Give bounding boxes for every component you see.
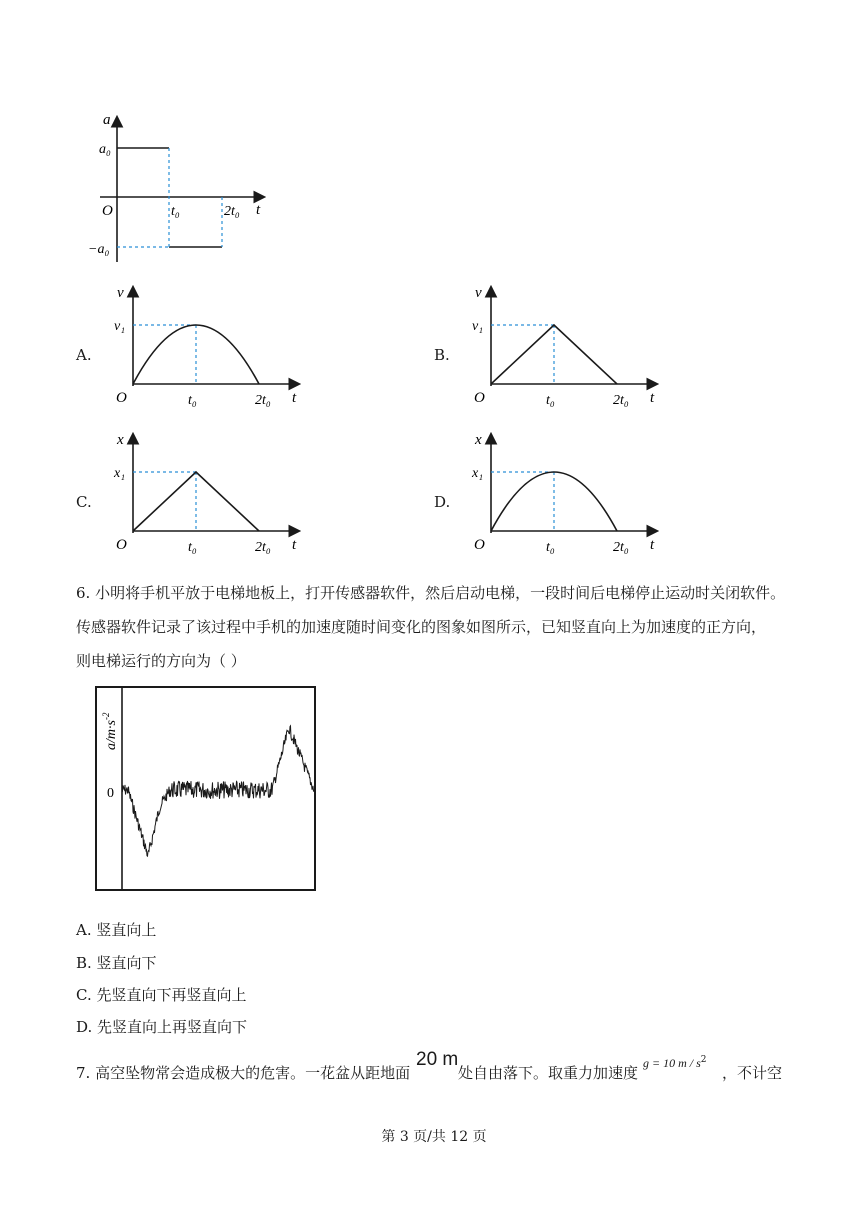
y-axis-label: v [117,285,124,301]
q6-line1: 6. 小明将手机平放于电梯地板上，打开传感器软件，然后启动电梯，一段时间后电梯停止运动时关闭软件。 [76,584,786,602]
q6-line2: 传感器软件记录了该过程中手机的加速度随时间变化的图象如图所示，已知竖直向上为加速度的正方向， [76,618,767,636]
origin-label: O [474,390,485,406]
q7-height: 20 m [416,1049,459,1070]
option-b-letter[interactable]: B. [434,346,450,364]
curve [133,325,259,384]
2t0-label: 2t₀ [613,393,629,408]
option-d-graph [471,432,656,555]
option-c-letter[interactable]: C. [76,493,92,511]
sensor-acceleration-trace [122,726,314,856]
q6-line3: 则电梯运行的方向为（ ） [76,652,246,670]
curve [491,325,617,384]
peak-label: x₁ [472,466,484,481]
q7-prefix: 7. 高空坠物常会造成极大的危害。一花盆从距地面 [76,1064,411,1082]
peak-label: v₁ [114,319,126,334]
t0-label: t₀ [171,204,180,219]
sensor-frame [96,687,315,890]
neg-a0-label: −a₀ [88,242,110,257]
2t0-label: 2t₀ [255,540,271,555]
y-axis-label: x [475,432,482,448]
q7-gravity-value: g = 10 m / s [643,1056,701,1070]
t0-label: t₀ [188,540,197,555]
2t0-label: 2t₀ [613,540,629,555]
y-axis-label: v [475,285,482,301]
option-a-graph [114,285,298,408]
q7-middle: 处自由落下。取重力加速度 [458,1064,639,1082]
sensor-y-label: $a/m\cdot s^{-2}$ [101,712,119,750]
t-label: t [650,390,655,406]
peak-label: x₁ [114,466,126,481]
origin-label: O [116,390,127,406]
a0-label: a₀ [99,142,111,157]
q6-option-a[interactable]: A. 竖直向上 [76,921,157,939]
option-b-graph [472,285,656,408]
origin-label: O [116,537,127,553]
sensor-zero-label: 0 [107,786,114,801]
q6-option-b[interactable]: B. 竖直向下 [76,954,157,972]
t-label: t [650,537,655,553]
t0-label: t₀ [188,393,197,408]
q7-suffix: ，不计空 [722,1064,783,1082]
curve [491,472,617,531]
q6-option-d[interactable]: D. 先竖直向上再竖直向下 [76,1018,248,1036]
page-footer: 第 3 页/共 12 页 [381,1129,487,1145]
t-label: t [292,390,297,406]
q7-gravity-sup: 2 [700,1055,707,1065]
origin-label: O [102,203,113,219]
a-axis-label: a [103,112,111,128]
option-c-graph [113,432,298,555]
origin-label: O [474,537,485,553]
t-label: t [292,537,297,553]
t-axis-label: t [256,202,261,218]
peak-label: v₁ [472,319,484,334]
option-d-letter[interactable]: D. [434,493,451,511]
t0-label: t₀ [546,540,555,555]
q6-option-c[interactable]: C. 先竖直向下再竖直向上 [76,986,247,1004]
y-axis-label: x [117,432,124,448]
option-a-letter[interactable]: A. [76,346,92,364]
t0-label: t₀ [546,393,555,408]
curve [133,472,259,531]
q7-gravity [643,1050,707,1073]
2t0-label: 2t₀ [224,204,240,219]
2t0-label: 2t₀ [255,393,271,408]
